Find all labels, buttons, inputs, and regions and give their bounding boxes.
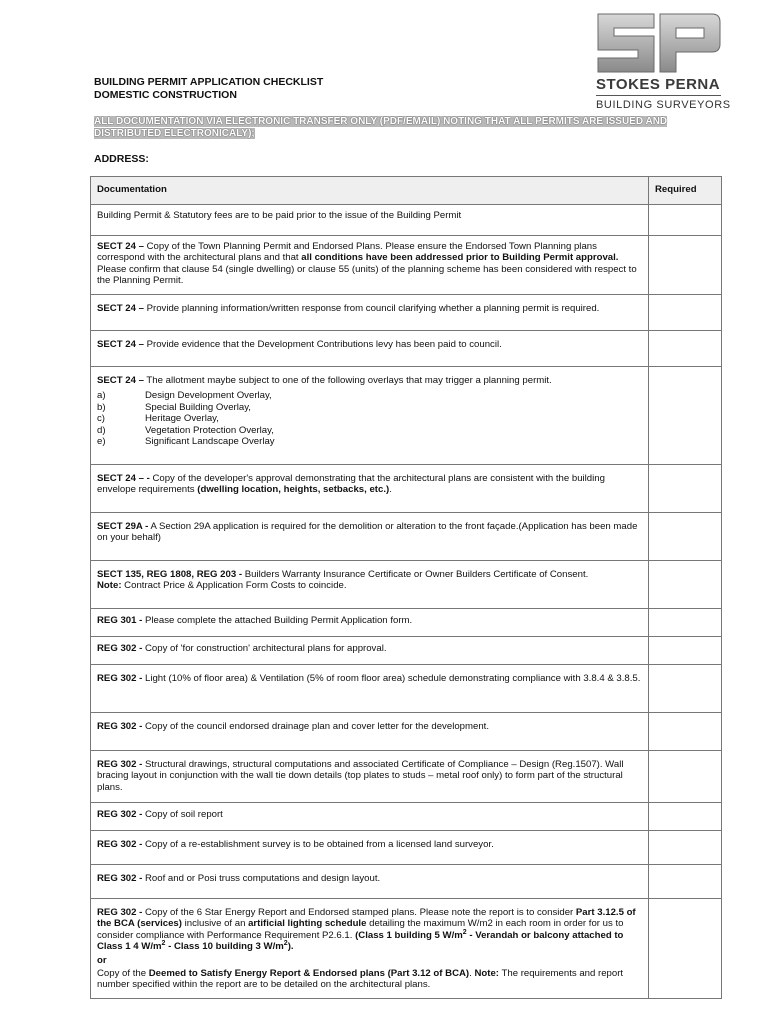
required-cell[interactable] [649,236,722,295]
row-text: Copy of a re-establishment survey is to be obtained from a licensed land surveyor. [142,839,494,850]
row-bold-text: Part 3.12.5 of the BCA (services) [97,907,636,930]
table-row [91,295,722,331]
note-label: Note: [474,968,499,980]
list-label: Heritage Overlay, [145,413,219,425]
row-text: Copy of the Town Planning Permit and Endorsed Plans. Please ensure the Endorsed Town Planning plans correspond with the architectural plans and that [97,241,597,264]
row-text: Building Permit & Statutory fees are to be paid prior to the issue of the Building Permit [97,210,462,221]
title-line-1: BUILDING PERMIT APPLICATION CHECKLIST [94,76,324,88]
title-line-2: DOMESTIC CONSTRUCTION [94,89,237,101]
row-text: Roof and or Posi truss computations and design layout. [142,873,381,884]
row-text: Contract Price & Application Form Costs to coincide. [121,580,347,592]
row-text: inclusive of an [181,918,249,930]
brand-subtitle: BUILDING SURVEYORS [596,99,731,111]
row-bold-text: all conditions have been addressed prior to Building Permit approval. [301,252,619,264]
table-row [91,561,722,609]
row-ref: SECT 29A - [97,521,149,532]
row-ref: SECT 24 – [97,241,144,252]
row-bold-text: Deemed to Satisfy Energy Report & Endorsed plans (Part 3.12 of BCA) [148,968,470,980]
note-label: Note: [97,580,122,592]
required-cell[interactable] [649,331,722,367]
row-text: Copy of 'for construction' architectural plans for approval. [142,643,387,654]
table-row [91,865,722,899]
row-text: Copy of the 6 Star Energy Report and Endorsed stamped plans. Please note the report is to consider [142,907,576,918]
row-ref: REG 302 - [97,721,143,732]
brand-name: STOKES PERNA [596,76,721,93]
row-architectural-plans [91,637,649,665]
row-drainage-plan [91,713,649,751]
row-text: . [469,968,475,980]
required-cell[interactable] [649,899,722,999]
row-contributions-levy [91,331,649,367]
required-cell[interactable] [649,205,722,236]
row-text: The requirements and report number specified within the report are to be detailed on the architectural plans. [97,968,624,991]
table-row [91,665,722,713]
row-text: Copy of the [97,968,149,980]
list-letter: d) [97,424,106,436]
row-bold-text: ). [287,941,294,953]
list-letter: b) [97,401,106,413]
row-bold-text: - Class 10 building 3 W/m [165,941,284,953]
notice-text: ALL DOCUMENTATION VIA ELECTRONIC TRANSFER ONLY (PDF/EMAIL) NOTING THAT ALL PERMITS ARE ISSUED AND DISTRIBUTED ELECTRONICALY); [94,116,668,139]
row-fees [91,205,649,236]
required-cell[interactable] [649,295,722,331]
required-cell[interactable] [649,713,722,751]
list-item [97,390,642,401]
list-label: Significant Landscape Overlay [145,436,275,448]
row-structural-drawings [91,751,649,803]
list-label: Design Development Overlay, [145,390,272,402]
row-ref: REG 302 - [97,839,143,850]
row-town-planning [91,236,649,295]
table-row [91,513,722,561]
row-ref: SECT 24 – - [97,473,150,484]
row-ref: REG 302 - [97,809,143,820]
row-bold-text: artificial lighting schedule [248,918,367,930]
required-cell[interactable] [649,831,722,865]
row-re-establishment-survey [91,831,649,865]
row-text: Light (10% of floor area) & Ventilation (5% of room floor area) schedule demonstrating compliance with 3.8.4 & 3.8.5. [142,673,641,684]
required-cell[interactable] [649,803,722,831]
row-ref: SECT 24 – [97,339,144,350]
superscript: 2 [283,940,288,948]
list-label: Special Building Overlay, [145,401,251,413]
list-letter: c) [97,413,105,425]
table-row [91,899,722,999]
table-row [91,803,722,831]
list-letter: e) [97,436,106,448]
column-header-documentation: Documentation [91,177,649,205]
table-row [91,609,722,637]
row-ref: REG 302 - [97,907,143,918]
row-text: Please complete the attached Building Permit Application form. [142,615,413,626]
list-label: Vegetation Protection Overlay, [145,424,274,436]
overlay-list [97,390,642,447]
row-text: The allotment maybe subject to one of the following overlays that may trigger a planning permit. [143,375,552,386]
row-text: Copy of the council endorsed drainage plan and cover letter for the development. [142,721,489,732]
table-row [91,236,722,295]
row-text: Please confirm that clause 54 (single dwelling) or clause 55 (units) of the planning scheme has been considered with respect to the Planning Permit. [97,263,637,287]
required-cell[interactable] [649,367,722,465]
row-light-ventilation [91,665,649,713]
row-text: Copy of soil report [142,809,223,820]
table-row [91,831,722,865]
list-item [97,402,642,413]
row-roof-truss [91,865,649,899]
row-ref: REG 302 - [97,873,143,884]
row-text: Provide evidence that the Development Contributions levy has been paid to council. [143,339,502,350]
brand-divider [596,95,721,96]
energy-alternative [97,968,642,991]
row-energy-report [91,899,649,999]
table-row [91,465,722,513]
table-row [91,331,722,367]
row-reg-301 [91,609,649,637]
required-cell[interactable] [649,513,722,561]
table-row [91,205,722,236]
list-item [97,413,642,424]
row-warranty-insurance [91,561,649,609]
required-cell[interactable] [649,609,722,637]
or-separator: or [97,954,107,966]
row-soil-report [91,803,649,831]
required-cell[interactable] [649,865,722,899]
row-text: Builders Warranty Insurance Certificate or Owner Builders Certificate of Consent. [242,569,589,580]
row-text: . [389,484,392,496]
row-ref: REG 302 - [97,673,143,684]
row-text: Copy of the developer's approval demonstrating that the architectural plans are consistent with the building envelope requirements [97,473,605,496]
required-cell[interactable] [649,465,722,513]
row-ref: SECT 24 – [97,303,144,314]
column-header-required: Required [649,177,722,205]
row-ref: REG 301 - [97,615,143,626]
row-bold-text: (Class 1 building 5 W/m [355,929,463,941]
table-header-row [91,177,722,205]
table-row [91,751,722,803]
required-cell[interactable] [649,561,722,609]
electronic-transfer-notice [94,116,684,140]
document-title [94,76,323,102]
row-bold-text: - Verandah or balcony attached to Class 1 4 W/m [97,929,624,953]
row-ref: SECT 24 – [97,375,144,386]
superscript: 2 [161,940,166,948]
table-row [91,367,722,465]
row-text: Provide planning information/written response from council clarifying whether a planning permit is required. [143,303,600,314]
superscript: 2 [462,928,467,936]
list-letter: a) [97,390,106,402]
checklist-table [90,176,722,999]
row-section-29a [91,513,649,561]
address-label: ADDRESS: [94,153,149,165]
row-text: A Section 29A application is required for the demolition or alteration to the front façade.(Application has been made on your behalf) [97,521,638,544]
row-ref: REG 302 - [97,643,143,654]
list-item [97,436,642,447]
required-cell[interactable] [649,637,722,665]
row-text: detailing the maximum W/m2 in each room in order for us to consider compliance with Performance Requirement P2.6.1. [97,918,624,941]
list-item [97,425,642,436]
row-text: Structural drawings, structural computations and associated Certificate of Compliance – Design (Reg.1507). Wall bracing layout in conjunction with the wall tie down details (top plates to studs – metal roof only) to form part of the structural plans. [97,759,624,793]
required-cell[interactable] [649,665,722,713]
row-ref: SECT 135, REG 1808, REG 203 - [97,569,243,580]
required-cell[interactable] [649,751,722,803]
row-developer-approval [91,465,649,513]
row-planning-info [91,295,649,331]
row-bold-text: (dwelling location, heights, setbacks, etc.) [197,484,390,496]
company-logo [594,10,724,76]
table-row [91,637,722,665]
row-overlays [91,367,649,465]
row-ref: REG 302 - [97,759,143,770]
table-row [91,713,722,751]
